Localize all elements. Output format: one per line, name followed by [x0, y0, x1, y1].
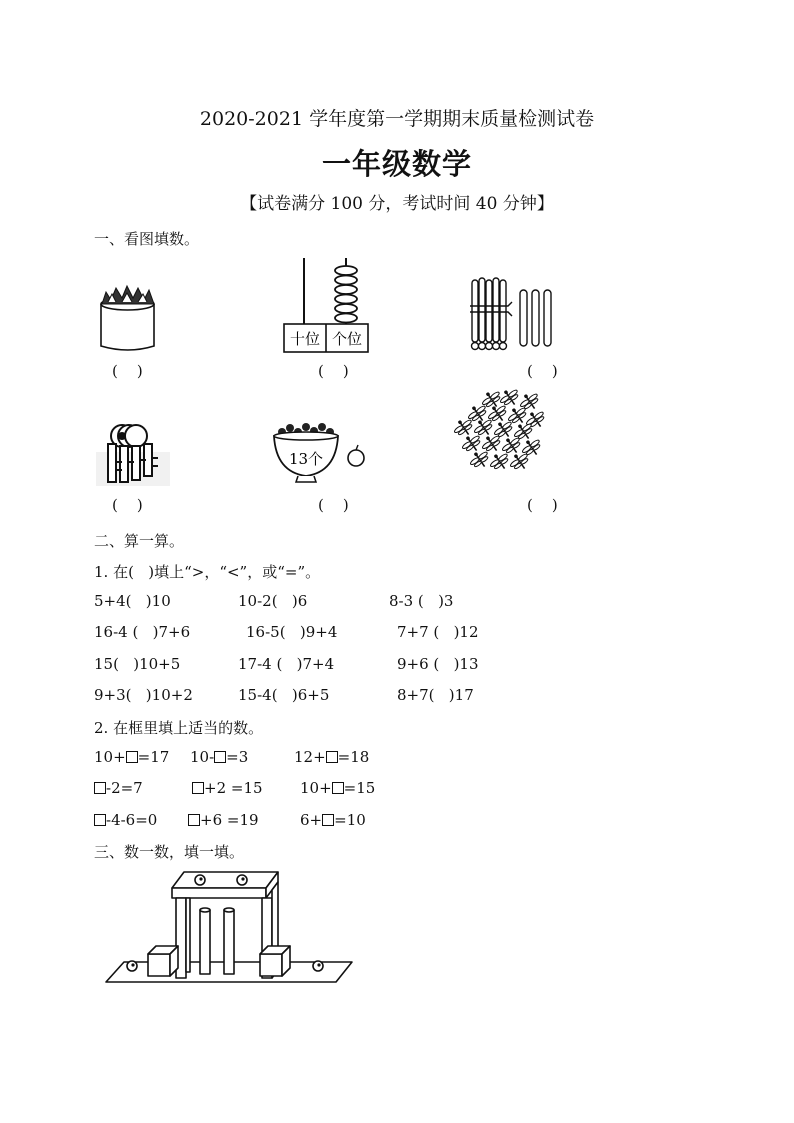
answer-box[interactable]: [326, 751, 338, 763]
answer-box[interactable]: [192, 782, 204, 794]
exam-header-line: 2020-2021 学年度第一学期期末质量检测试卷: [199, 108, 595, 130]
compare-item[interactable]: 8+7( )17: [397, 686, 474, 704]
stick-bundle-illustration: [468, 274, 558, 354]
answer-blank-1[interactable]: ( ): [112, 362, 143, 380]
answer-blank-3[interactable]: ( ): [527, 362, 558, 380]
fill-box-item: -4-6=0: [94, 811, 157, 829]
exam-title: 一年级数学: [321, 147, 472, 181]
compare-item[interactable]: 5+4( )10: [94, 592, 171, 610]
answer-box[interactable]: [188, 814, 200, 826]
answer-blank-2[interactable]: ( ): [318, 362, 349, 380]
answer-box[interactable]: [126, 751, 138, 763]
compare-item[interactable]: 8-3 ( )3: [389, 592, 454, 610]
section-1-heading: 一、看图填数。: [94, 230, 200, 248]
dumpling-basket-illustration: [96, 282, 160, 354]
fill-box-item: 10- =3: [190, 748, 249, 766]
fill-box-item: 10+ =17: [94, 748, 170, 766]
compare-item[interactable]: 17-4 ( )7+4: [238, 655, 335, 673]
bowl-count-label: 13个: [288, 450, 324, 468]
answer-box[interactable]: [94, 814, 106, 826]
section-2-heading: 二、算一算。: [94, 532, 185, 550]
fill-box-item: 10+ =15: [300, 779, 376, 797]
answer-blank-4[interactable]: ( ): [112, 496, 143, 514]
abacus-bead: [335, 295, 357, 304]
compare-item[interactable]: 7+7 ( )12: [397, 623, 479, 641]
fill-box-item: 12+ =18: [294, 748, 370, 766]
compare-item[interactable]: 9+3( )10+2: [94, 686, 193, 704]
compare-item[interactable]: 9+6 ( )13: [397, 655, 479, 673]
ones-place-label: 个位: [331, 330, 363, 348]
fill-box-item: -2=7: [94, 779, 143, 797]
compare-item[interactable]: 15( )10+5: [94, 655, 181, 673]
apple-bowl-illustration: [268, 414, 372, 484]
compare-item[interactable]: 15-4( )6+5: [238, 686, 330, 704]
answer-box[interactable]: [214, 751, 226, 763]
abacus-bead: [335, 266, 357, 275]
question-2-prompt: 2. 在框里填上适当的数。: [94, 719, 264, 737]
fill-box-item: +6 =19: [188, 811, 259, 829]
fill-box-item: 6+ =10: [300, 811, 366, 829]
compare-item[interactable]: 16-4 ( )7+6: [94, 623, 191, 641]
fill-box-item: +2 =15: [192, 779, 263, 797]
exam-note: 【试卷满分 100 分，考试时间 40 分钟】: [240, 194, 554, 214]
abacus-illustration: [282, 256, 372, 356]
tens-place-label: 十位: [289, 330, 321, 348]
block-structure-illustration: [104, 866, 354, 990]
compare-item[interactable]: 16-5( )9+4: [246, 623, 338, 641]
dragonfly-icon: [497, 385, 523, 410]
abacus-bead: [335, 314, 357, 323]
answer-box[interactable]: [322, 814, 334, 826]
abacus-bead: [335, 285, 357, 294]
section-3-heading: 三、数一数，填一填。: [94, 843, 245, 861]
abacus-bead: [335, 304, 357, 313]
keys-illustration: [96, 414, 176, 488]
compare-item[interactable]: 10-2( )6: [238, 592, 308, 610]
question-1-prompt: 1. 在( )填上“>，“<”，或“=”。: [94, 563, 321, 581]
abacus-bead: [335, 276, 357, 285]
answer-blank-6[interactable]: ( ): [527, 496, 558, 514]
answer-box[interactable]: [332, 782, 344, 794]
dragonflies-illustration: [450, 392, 550, 476]
answer-blank-5[interactable]: ( ): [318, 496, 349, 514]
answer-box[interactable]: [94, 782, 106, 794]
